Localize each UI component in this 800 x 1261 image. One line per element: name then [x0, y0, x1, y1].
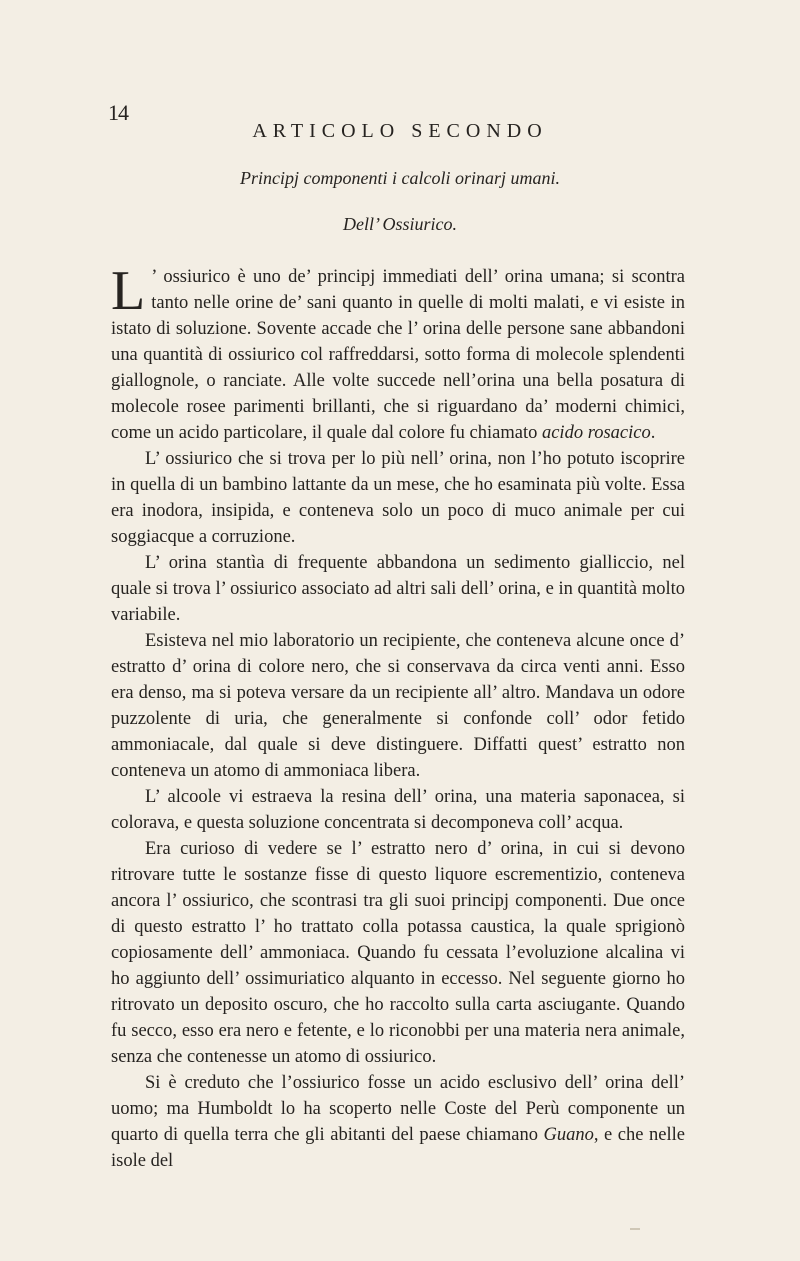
- paragraph-1: [111, 260, 685, 446]
- paragraph-text: L’ alcoole vi estraeva la resina dell’ orina, una materia saponacea, si colorava, e questa soluzione concentrata si decomponeva coll’ acqua.: [111, 787, 685, 833]
- emphasis-term: acido rosacico: [541, 423, 651, 443]
- section-heading: Dell’ Ossiurico.: [343, 214, 457, 234]
- paragraph-text: Si è creduto che l’ossiurico fosse un acido esclusivo dell’ orina dell’ uomo; ma Humboldt lo ha scoperto nelle Coste del Perù componente un quarto di quella terra che gli abitanti del paese chiamano: [111, 1073, 685, 1145]
- paragraph-text: L’ orina stantìa di frequente abbandona un sedimento gialliccio, nel quale si trova l’ ossiurico associato ad altri sali dell’ orina, e in quantità molto variabile.: [111, 553, 685, 625]
- paragraph-tail: .: [650, 423, 656, 443]
- paragraph-tail: , e che nelle isole del: [111, 1125, 685, 1171]
- page-number: 14: [108, 100, 128, 125]
- paragraph-text: ’ ossiurico è uno de’ principj immediati dell’ orina umana; si scontra tanto nelle orine de’ sani quanto in quelle di molti malati, e vi esiste in istato di soluzione. Sovente accade che l’ orina delle persone sane abbandoni una quantità di ossiurico col raffreddarsi, sotto forma di molecole splendenti giallognole, o ranciate. Alle volte succede nell’orina una bella posatura di molecole rosee parimenti brillanti, che si riguardano da’ moderni chimici, come un acido particolare, il quale dal colore fu chiamato: [111, 267, 685, 443]
- paragraph-6: [111, 836, 685, 1070]
- paragraph-text: Era curioso di vedere se l’ estratto nero d’ orina, in cui si devono ritrovare tutte le sostanze fisse di questo liquore escrementizio, conteneva ancora l’ ossiurico, che scontrasi tra gli suoi principj componenti. Due once di questo estratto l’ ho trattato colla potassa caustica, la quale sprigionò copiosamente dell’ ammoniaca. Quando fu cessata l’evoluzione alcalina vi ho aggiunto dell’ ossimuriatico alquanto in eccesso. Nel seguente giorno ho ritrovato un deposito oscuro, che ho raccolto sulla carta asciugante. Quando fu secco, esso era nero e fetente, e lo riconobbi per una materia nera animale, senza che contenesse un atomo di ossiurico.: [111, 839, 685, 1067]
- paragraph-text: Esisteva nel mio laboratorio un recipiente, che conteneva alcune once d’ estratto d’ orina di colore nero, che si conservava da circa venti anni. Esso era denso, ma si poteva versare da un recipiente all’ altro. Mandava un odore puzzolente di uria, che generalmente si confonde coll’ odor fetido ammoniacale, dal quale si deve distinguere. Diffatti quest’ estratto non conteneva un atomo di ammoniaca libera.: [111, 631, 685, 781]
- paragraph-7: [111, 1070, 685, 1174]
- paragraph-4: [111, 628, 685, 784]
- paper-mark: [630, 1228, 640, 1230]
- paragraph-text: L’ ossiurico che si trova per lo più nell’ orina, non l’ho potuto iscoprire in quella di un bambino lattante da un mese, che ho esaminata più volte. Essa era inodora, insipida, e conteneva solo un poco di muco animale per cui soggiacque a corruzione.: [111, 449, 685, 547]
- paragraph-3: [111, 550, 685, 628]
- body-text: [111, 260, 685, 1174]
- emphasis-term: Guano: [543, 1125, 594, 1145]
- drop-cap: L: [111, 260, 146, 322]
- chapter-subtitle: Principj componenti i calcoli orinarj umani.: [240, 168, 560, 188]
- paragraph-2: [111, 446, 685, 550]
- paragraph-5: [111, 784, 685, 836]
- section-title: ARTICOLO SECONDO: [252, 120, 548, 142]
